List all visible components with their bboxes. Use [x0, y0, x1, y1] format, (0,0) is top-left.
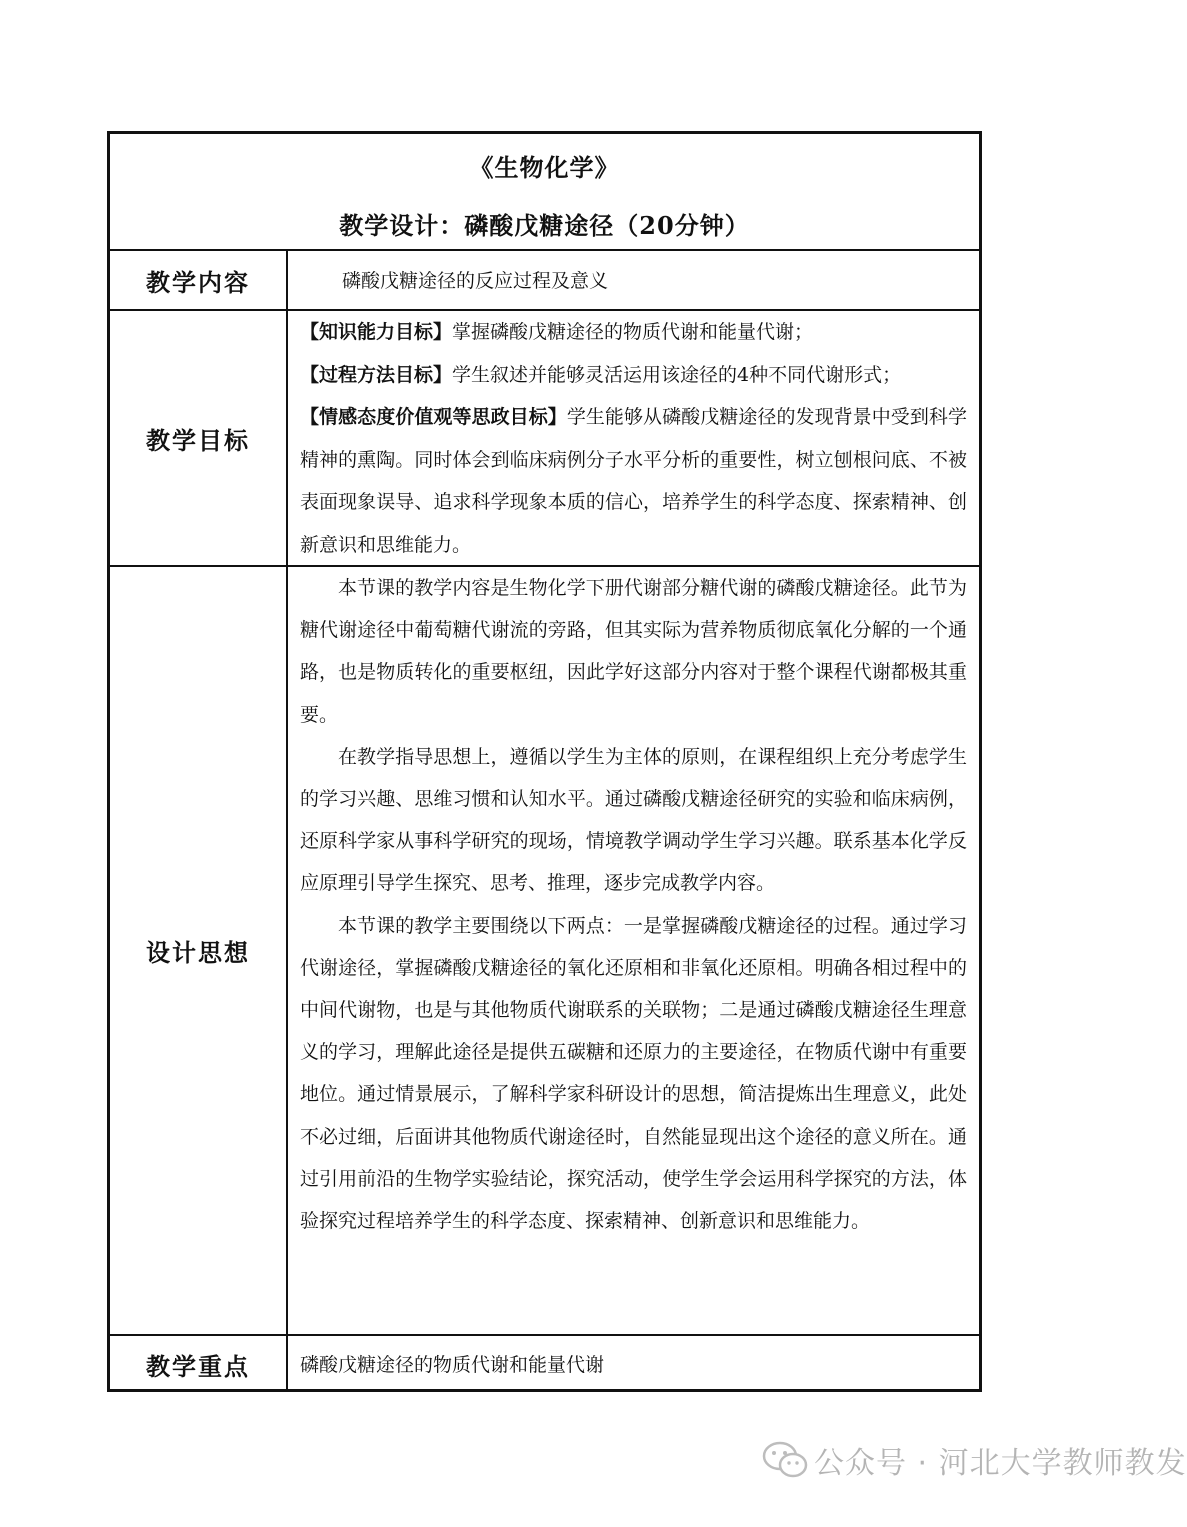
goal-tag: 【过程方法目标】 — [300, 363, 453, 386]
goal-text: 学生能够从磷酸戊糖途径的发现背景中受到科学精神的熏陶。同时体会到临床病例分子水平分析的重要性，树立刨根问底、不被表面现象误导、追求科学现象本质的信心，培养学生的科学态度、探索精神、创新意识和思维能力。 — [300, 406, 967, 556]
row-teaching-content — [110, 251, 979, 311]
teaching-goals-content — [288, 311, 979, 565]
design-paragraph: 本节课的教学主要围绕以下两点：一是掌握磷酸戊糖途径的过程。通过学习代谢途径，掌握磷酸戊糖途径的氧化还原相和非氧化还原相。明确各相过程中的中间代谢物，也是与其他物质代谢联系的关联物；二是通过磷酸戊糖途径生理意义的学习，理解此途径是提供五碳糖和还原力的主要途径，在物质代谢中有重要地位。通过情景展示，了解科学家科研设计的思想，简洁提炼出生理意义，此处不必过细，后面讲其他物质代谢途径时，自然能显现出这个途径的意义所在。通过引用前沿的生物学实验结论，探究活动，使学生学会运用科学探究的方法，体验探究过程培养学生的科学态度、探索精神、创新意识和思维能力。 — [300, 914, 967, 1233]
title-row — [110, 134, 979, 251]
label-teaching-content: 教学内容 — [110, 251, 288, 309]
wechat-icon — [762, 1440, 808, 1480]
goal-knowledge — [300, 311, 967, 354]
goal-tag: 【情感态度价值观等思政目标】 — [300, 406, 567, 428]
design-title: 教学设计：磷酸戊糖途径（20分钟） — [339, 211, 750, 240]
design-paragraph: 本节课的教学内容是生物化学下册代谢部分糖代谢的磷酸戊糖途径。此节为糖代谢途径中葡萄糖代谢流的旁路，但其实际为营养物质彻底氧化分解的一个通路，也是物质转化的重要枢纽，因此学好这部分内容对于整个课程代谢都极其重要。 — [300, 577, 967, 726]
goal-tag: 【知识能力目标】 — [300, 321, 453, 343]
label-teaching-goals: 教学目标 — [110, 311, 288, 565]
teaching-content-text: 磷酸戊糖途径的反应过程及意义 — [342, 270, 609, 292]
row-teaching-goals — [110, 311, 979, 567]
book-title: 《生物化学》 — [469, 153, 620, 182]
watermark — [762, 1432, 1187, 1488]
lesson-plan-table — [107, 131, 982, 1392]
row-key-points — [110, 1336, 979, 1392]
label-design-thinking: 设计思想 — [110, 567, 288, 1334]
row-design-thinking — [110, 567, 979, 1336]
watermark-text: 公众号 · 河北大学教师教发 — [814, 1446, 1187, 1481]
goal-text: 学生叙述并能够灵活运用该途径的4种不同代谢形式； — [452, 363, 902, 386]
label-key-points: 教学重点 — [110, 1336, 288, 1392]
key-points-text: 磷酸戊糖途径的物质代谢和能量代谢 — [300, 1354, 605, 1376]
design-paragraph: 在教学指导思想上，遵循以学生为主体的原则，在课程组织上充分考虑学生的学习兴趣、思维习惯和认知水平。通过磷酸戊糖途径研究的实验和临床病例，还原科学家从事科学研究的现场，情境教学调动学生学习兴趣。联系基本化学反应原理引导学生探究、思考、推理，逐步完成教学内容。 — [300, 745, 967, 895]
goal-process — [300, 354, 967, 397]
goal-text: 掌握磷酸戊糖途径的物质代谢和能量代谢； — [452, 321, 814, 343]
design-thinking-content — [288, 567, 979, 1334]
goal-ideology — [300, 396, 967, 566]
